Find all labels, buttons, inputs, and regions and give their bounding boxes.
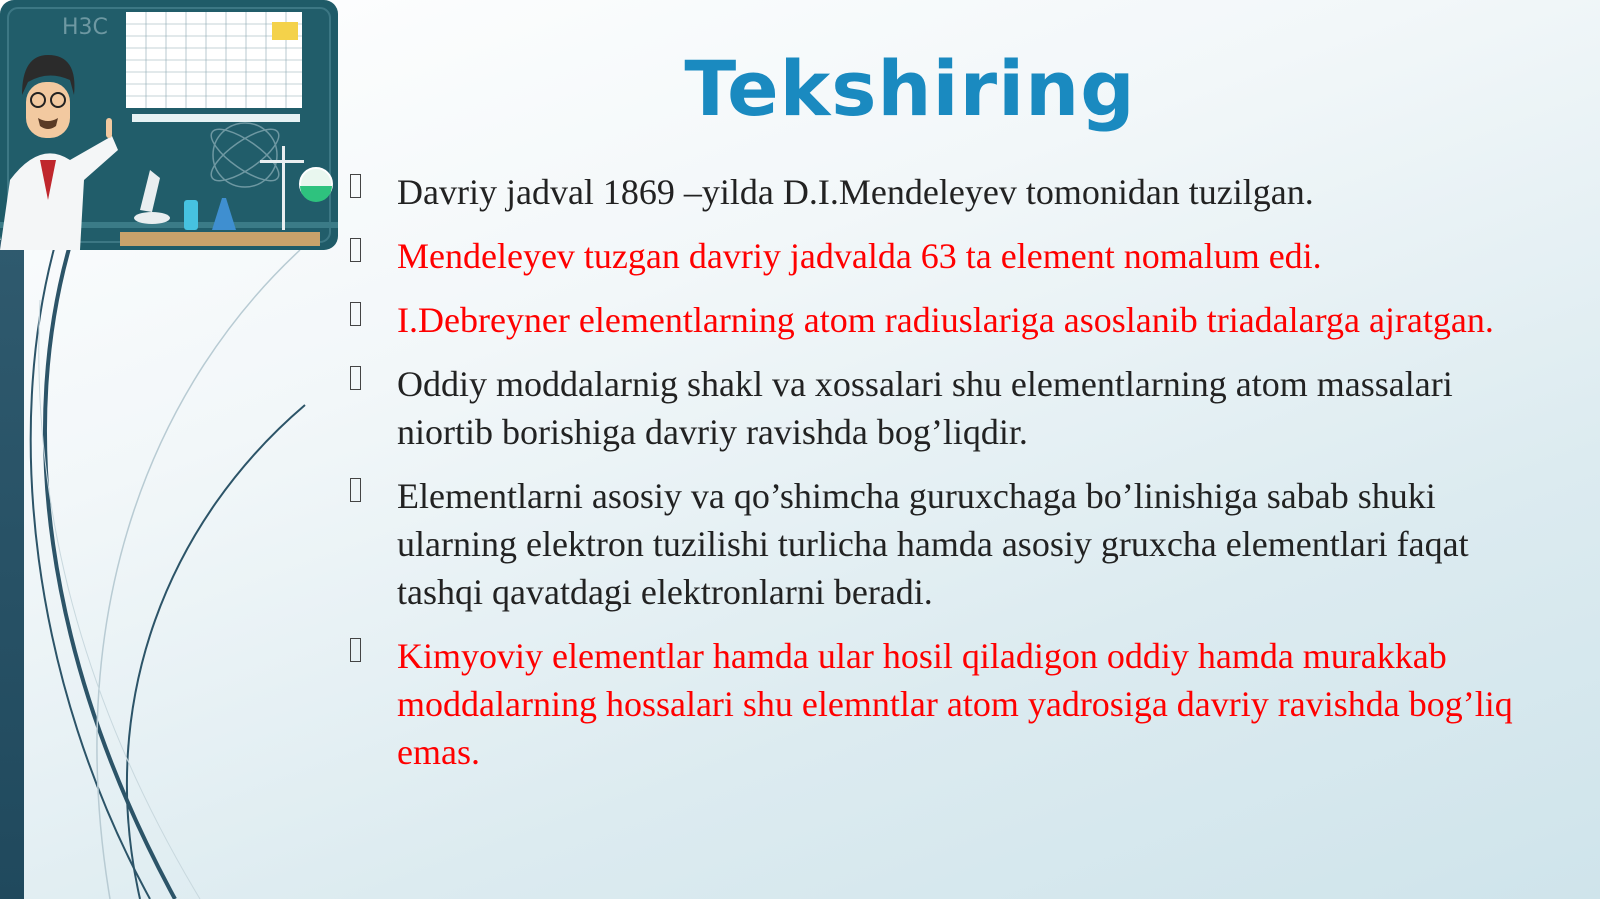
scientist-chalkboard-illustration: [0, 0, 340, 250]
bullet-marker-icon: [350, 174, 361, 198]
bullet-text: Davriy jadval 1869 –yilda D.I.Mendeleyev tomonidan tuzilgan.: [397, 172, 1314, 212]
bullet-item: [350, 296, 1520, 344]
bullet-marker-icon: [350, 638, 361, 662]
bullet-item: [350, 232, 1520, 280]
bullet-marker-icon: [350, 302, 361, 326]
bullet-text: Elementlarni asosiy va qo’shimcha guruxchaga bo’linishiga sabab shuki ularning elektron tuzilishi turlicha hamda asosiy gruxcha elementlari faqat tashqi qavatdagi elektronlarni beradi.: [397, 476, 1469, 612]
chalkboard-formula: H3C: [62, 15, 108, 40]
slide-title: Tekshiring: [684, 44, 1136, 133]
bullet-text: Kimyoviy elementlar hamda ular hosil qiladigon oddiy hamda murakkab moddalarning hossalari shu elemntlar atom yadrosiga davriy ravishda bog’liq emas.: [397, 636, 1513, 772]
bullet-item: [350, 168, 1520, 216]
bullet-marker-icon: [350, 478, 361, 502]
bullet-list: [350, 168, 1520, 792]
bullet-marker-icon: [350, 238, 361, 262]
bullet-item: [350, 632, 1520, 776]
bullet-marker-icon: [350, 366, 361, 390]
bullet-text: I.Debreyner elementlarning atom radiuslariga asoslanib triadalarga ajratgan.: [397, 300, 1494, 340]
bullet-item: [350, 472, 1520, 616]
bullet-text: Mendeleyev tuzgan davriy jadvalda 63 ta element nomalum edi.: [397, 236, 1322, 276]
bullet-text: Oddiy moddalarnig shakl va xossalari shu elementlarning atom massalari niortib borishiga davriy ravishda bog’liqdir.: [397, 364, 1453, 452]
bullet-item: [350, 360, 1520, 456]
